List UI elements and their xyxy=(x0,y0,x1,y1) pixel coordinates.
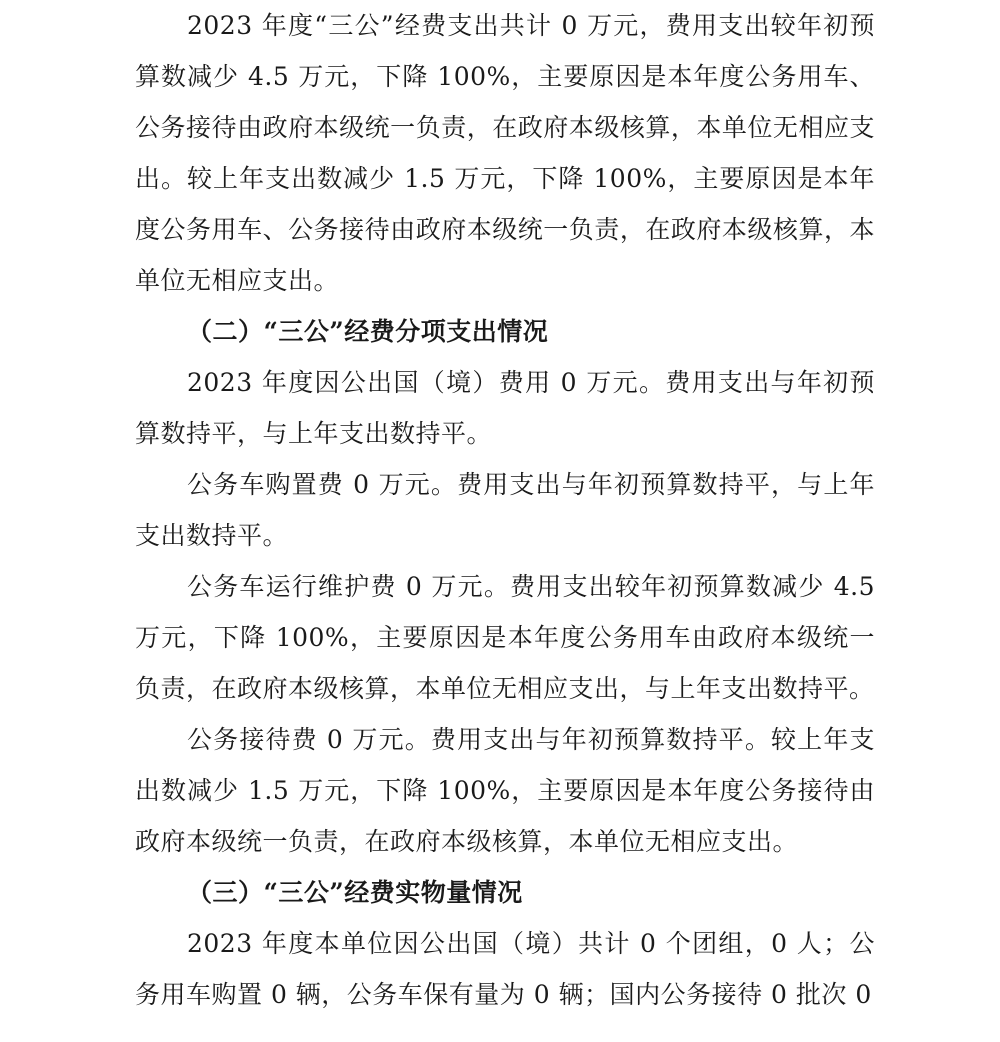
paragraph-three-public-total: 2023 年度“三公”经费支出共计 0 万元，费用支出较年初预算数减少 4.5 万元，下降 100%，主要原因是本年度公务用车、公务接待由政府本级统一负责，在政府本级核算，本单位无相应支出。较上年支出数减少 1.5 万元，下降 100%，主要原因是本年度公务用车、公务接待由政府本级统一负责，在政府本级核算，本单位无相应支出。 xyxy=(135,11,875,295)
document-body xyxy=(135,0,875,1020)
section-heading-itemized-expenditure: （二）“三公”经费分项支出情况 xyxy=(187,317,549,346)
paragraph-official-reception: 公务接待费 0 万元。费用支出与年初预算数持平。较上年支出数减少 1.5 万元，下降 100%，主要原因是本年度公务接待由政府本级统一负责，在政府本级核算，本单位无相应支出。 xyxy=(135,725,875,856)
paragraph-overseas-travel: 2023 年度因公出国（境）费用 0 万元。费用支出与年初预算数持平，与上年支出数持平。 xyxy=(135,368,875,448)
section-heading-physical-quantity: （三）“三公”经费实物量情况 xyxy=(187,878,523,907)
paragraph-physical-quantity: 2023 年度本单位因公出国（境）共计 0 个团组，0 人；公务用车购置 0 辆，公务车保有量为 0 辆；国内公务接待 0 批次 0 xyxy=(135,929,875,1009)
paragraph-vehicle-operation: 公务车运行维护费 0 万元。费用支出较年初预算数减少 4.5 万元，下降 100%，主要原因是本年度公务用车由政府本级统一负责，在政府本级核算，本单位无相应支出，与上年支出数持平。 xyxy=(135,572,875,703)
paragraph-vehicle-purchase: 公务车购置费 0 万元。费用支出与年初预算数持平，与上年支出数持平。 xyxy=(135,470,875,550)
